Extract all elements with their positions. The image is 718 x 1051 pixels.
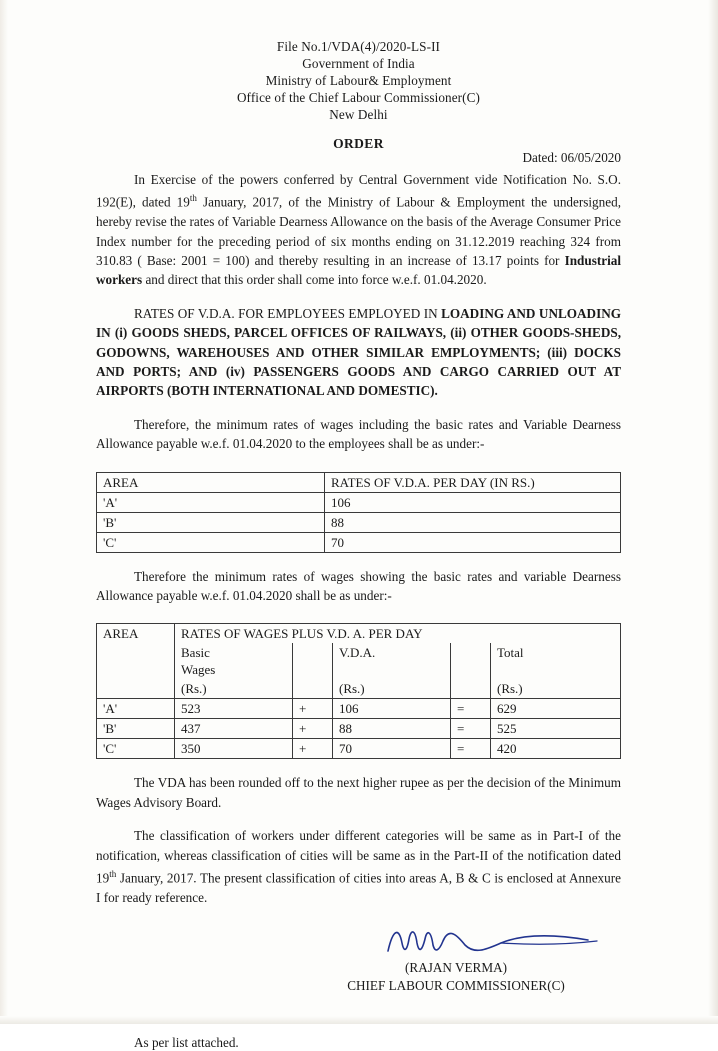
unit-basic: (Rs.) <box>175 679 293 699</box>
document-content <box>96 38 621 1051</box>
cell-plus: + <box>293 699 333 719</box>
cell-vda: 88 <box>333 719 451 739</box>
government-line: Government of India <box>302 56 415 71</box>
table-subheader-row <box>97 643 621 679</box>
spacer <box>96 454 621 468</box>
cell-rate: 88 <box>325 512 621 532</box>
signatory-name: (RAJAN VERMA) <box>405 960 507 976</box>
city-line: New Delhi <box>329 107 388 122</box>
p1-part-a: In Exercise of the powers conferred by Central Government vide Notification No. S.O. 192(E), dated 19 <box>96 172 621 210</box>
subheader-vda: V.D.A. <box>333 643 451 679</box>
p1-superscript: th <box>189 193 197 204</box>
paragraph-rounding: The VDA has been rounded off to the next higher rupee as per the decision of the Minimum Wages Advisory Board. <box>96 775 621 810</box>
cell-equals: = <box>451 719 491 739</box>
subheader-basic-line2: Wages <box>181 662 216 678</box>
cell-total: 525 <box>491 719 621 739</box>
table-row <box>97 719 621 739</box>
office-line: Office of the Chief Labour Commissioner(C) <box>236 90 481 105</box>
table-row <box>97 739 621 759</box>
spacer <box>96 401 621 415</box>
spacer <box>96 812 621 826</box>
cell-vda: 106 <box>333 699 451 719</box>
p2-lead: RATES OF V.D.A. FOR EMPLOYEES EMPLOYED IN <box>134 305 442 321</box>
cell-basic: 437 <box>175 719 293 739</box>
cell-area: 'C' <box>97 532 325 552</box>
cell-area: 'B' <box>97 512 325 532</box>
footer-note: As per list attached. <box>134 1035 239 1051</box>
subheader-equals-spacer <box>451 643 491 679</box>
page-edge-right <box>708 0 718 1024</box>
header-wages-title: RATES OF WAGES PLUS V.D. A. PER DAY <box>175 624 621 644</box>
dated-label: Dated: <box>522 150 558 165</box>
file-number: File No.1/VDA(4)/2020-LS-II <box>276 39 441 54</box>
p1-part-b: January, 2017, of the Ministry of Labour & Employment the undersigned, hereby revise the rates of Variable Dearness Allowance on the basis of the Average Consumer Price Index number for the preceding period of six months ending on 31.12.2019 reaching 324 from 310.83 ( Base: 2001 = 100) and thereby resulting in an increase of 13.17 points for <box>96 194 621 269</box>
spacer <box>96 553 621 567</box>
cell-vda: 70 <box>333 739 451 759</box>
paragraph-wages-intro: Therefore the minimum rates of wages showing the basic rates and variable Dearness Allowance payable w.e.f. 01.04.2020 shall be as under:- <box>96 568 621 604</box>
paragraph-rates-scope <box>96 304 621 401</box>
unit-plus-spacer <box>293 679 333 699</box>
p2-bold-scope: LOADING AND UNLOADING IN (i) GOODS SHEDS, PARCEL OFFICES OF RAILWAYS, (ii) OTHER GOODS-SHEDS, GODOWNS, WAREHOUSES AND OTHER SIMILAR EMPLOYMENTS; (iii) DOCKS AND PORTS; AND (iv) PASSENGERS GOODS AND CARGO CARRIED OUT AT AIRPORTS (BOTH INTERNATIONAL AND DOMESTIC). <box>96 305 621 399</box>
header-vda-rate: RATES OF V.D.A. PER DAY (IN RS.) <box>325 472 621 492</box>
ministry-line: Ministry of Labour& Employment <box>265 73 452 88</box>
subheader-basic-wages <box>175 643 293 679</box>
page-edge-left <box>0 0 8 1024</box>
table-wages-plus-vda <box>96 623 621 759</box>
cell-area: 'A' <box>97 492 325 512</box>
table-header-row <box>97 624 621 644</box>
subheader-plus-spacer <box>293 643 333 679</box>
header-area: AREA <box>97 624 175 699</box>
p1-bold-industrial-workers: Industrial workers <box>96 253 621 288</box>
order-row <box>96 136 621 165</box>
table-vda-rates <box>96 472 621 553</box>
p6-part-a: The classification of workers under different categories will be same as in Part-I of the notification, whereas classification of cities will be same as in the Part-II of the notification dated 19 <box>96 828 621 886</box>
paragraph-minimum-rates: Therefore, the minimum rates of wages including the basic rates and Variable Dearness Allowance payable w.e.f. 01.04.2020 to the employees shall be as under:- <box>96 416 621 452</box>
cell-area: 'C' <box>97 739 175 759</box>
signature-image <box>383 921 613 961</box>
spacer <box>96 759 621 773</box>
table-row <box>97 512 621 532</box>
cell-basic: 523 <box>175 699 293 719</box>
cell-area: 'A' <box>97 699 175 719</box>
cell-equals: = <box>451 739 491 759</box>
table-row <box>97 532 621 552</box>
cell-total: 420 <box>491 739 621 759</box>
cell-equals: = <box>451 699 491 719</box>
paragraph-powers <box>96 170 621 290</box>
document-header <box>96 38 621 123</box>
order-title: ORDER <box>333 136 384 151</box>
cell-rate: 106 <box>325 492 621 512</box>
subheader-total: Total <box>491 643 621 679</box>
table-unit-row <box>97 679 621 699</box>
signatory-designation: CHIEF LABOUR COMMISSIONER(C) <box>347 978 565 994</box>
header-area: AREA <box>97 472 325 492</box>
cell-total: 629 <box>491 699 621 719</box>
dated-value: 06/05/2020 <box>560 150 621 165</box>
cell-basic: 350 <box>175 739 293 759</box>
signature-name-block <box>291 959 621 995</box>
cell-rate: 70 <box>325 532 621 552</box>
table-header-row <box>97 472 621 492</box>
subheader-basic-line1: Basic <box>181 645 210 661</box>
p6-part-b: January, 2017. The present classification of cities into areas A, B & C is enclosed at Annexure I for ready reference. <box>96 870 621 905</box>
p1-part-c: and direct that this order shall come into force w.e.f. 01.04.2020. <box>142 272 487 288</box>
unit-total: (Rs.) <box>491 679 621 699</box>
spacer <box>96 605 621 619</box>
table-row <box>97 699 621 719</box>
paragraph-classification <box>96 826 621 907</box>
signature-block <box>96 925 621 994</box>
cell-plus: + <box>293 719 333 739</box>
table-row <box>97 492 621 512</box>
cell-area: 'B' <box>97 719 175 739</box>
spacer <box>96 290 621 304</box>
unit-equals-spacer <box>451 679 491 699</box>
dated-line <box>522 150 621 166</box>
cell-plus: + <box>293 739 333 759</box>
unit-vda: (Rs.) <box>333 679 451 699</box>
p6-superscript: th <box>109 869 117 880</box>
